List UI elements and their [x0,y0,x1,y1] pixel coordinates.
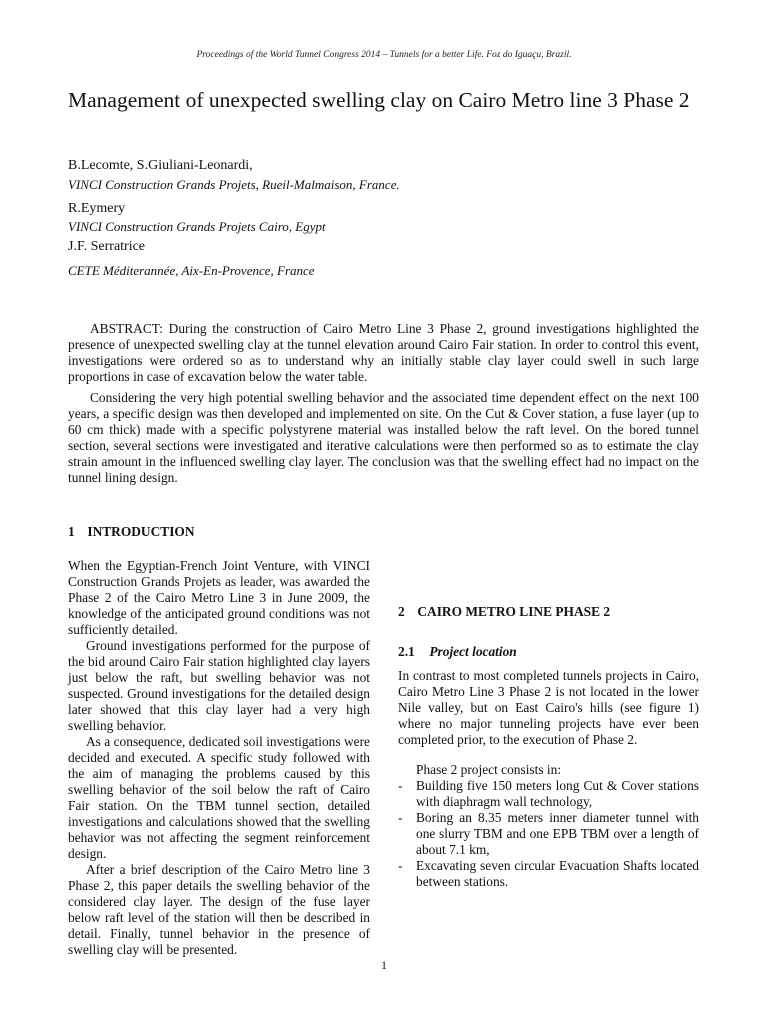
body-paragraph: As a consequence, dedicated soil investigations were decided and executed. A specific study followed with the aim of managing the problems caused by this swelling behavior of the soil below the raft of Cairo Fair station. On the TBM tunnel section, detailed investigations and calculations showed that the swelling behavior was not affecting the segment reinforcement design. [68,734,370,861]
list-item: - Boring an 8.35 meters inner diameter tunnel with one slurry TBM and one EPB TBM over a length of about 7.1 km, [398,810,699,857]
abstract-paragraph: Considering the very high potential swelling behavior and the associated time dependent effect on the next 100 years, a specific design was then developed and implemented on site. On the Cut & Cover station, a fuse layer (up to 60 cm thick) made with a specific polystyrene material was installed below the raft level. On the bored tunnel section, several sections were investigated and iterative calculations were then performed so as to estimate the clay strain amount in the influenced swelling clay layer. The conclusion was that the swelling effect had no impact on the tunnel lining design. [68,390,699,485]
list-item: - Building five 150 meters long Cut & Cover stations with diaphragm wall technology, [398,778,699,809]
paper-title: Management of unexpected swelling clay on Cairo Metro line 3 Phase 2 [68,88,690,112]
subsection-title: Project location [429,644,517,659]
running-head: Proceedings of the World Tunnel Congress 2014 – Tunnels for a better Life. Foz do Iguaçu, Brazil. [196,50,572,60]
section-title: CAIRO METRO LINE PHASE 2 [417,604,611,619]
author-affiliation: CETE Méditerannée, Aix-En-Provence, France [68,263,315,278]
body-paragraph: When the Egyptian-French Joint Venture, with VINCI Construction Grands Projets as leader, was awarded the Phase 2 of the Cairo Metro Line 3 in June 2009, the knowledge of the anticipated ground conditions was not sufficiently detailed. [68,558,370,637]
left-column [68,524,370,958]
subsection-number: 2.1 [398,644,415,659]
subsection-heading [398,644,699,660]
page-number: 1 [381,958,387,972]
body-paragraph: After a brief description of the Cairo Metro line 3 Phase 2, this paper details the swelling behavior of the considered clay layer. The design of the fuse layer below raft level of the station will then be described in detail. Finally, tunnel behavior in the presence of swelling clay will be presented. [68,862,370,957]
abstract [68,321,699,491]
body-paragraph: Phase 2 project consists in: [416,762,562,777]
author-affiliation: VINCI Construction Grands Projets, Rueil-Malmaison, France. [68,177,400,192]
author-names: R.Eymery [68,201,126,216]
section-heading [68,524,370,540]
body-paragraph: In contrast to most completed tunnels projects in Cairo, Cairo Metro Line 3 Phase 2 is not located in the lower Nile valley, but on East Cairo's hills (see figure 1) where no major tunneling projects have ever been completed prior, to the execution of Phase 2. [398,668,699,747]
list-item: - Excavating seven circular Evacuation Shafts located between stations. [398,858,699,889]
section-heading [398,604,699,620]
list-item-text: Building five 150 meters long Cut & Cover stations with diaphragm wall technology, [416,778,699,809]
section-title: INTRODUCTION [87,524,195,539]
author-names: J.F. Serratrice [68,239,146,254]
right-column [398,524,699,890]
list-item-text: Excavating seven circular Evacuation Shafts located between stations. [416,858,699,889]
bullet-list [398,778,699,890]
author-affiliation: VINCI Construction Grands Projets Cairo, Egypt [68,219,326,234]
list-item-text: Boring an 8.35 meters inner diameter tunnel with one slurry TBM and one EPB TBM over a length of about 7.1 km, [416,810,699,857]
section-number: 2 [398,604,405,619]
section-number: 1 [68,524,75,539]
abstract-paragraph: ABSTRACT: During the construction of Cairo Metro Line 3 Phase 2, ground investigations highlighted the presence of unexpected swelling clay at the tunnel elevation around Cairo Fair station. In order to control this event, investigations were ordered so as to understand why an initially stable clay layer could swell in such large proportions in case of excavation below the water table. [68,321,699,384]
author-names: B.Lecomte, S.Giuliani-Leonardi, [68,158,253,173]
body-paragraph: Ground investigations performed for the purpose of the bid around Cairo Fair station highlighted clay layers just below the raft, but swelling behavior was not suspected. Ground investigations for the detailed design later showed that this clay layer had a very high swelling behavior. [68,638,370,733]
